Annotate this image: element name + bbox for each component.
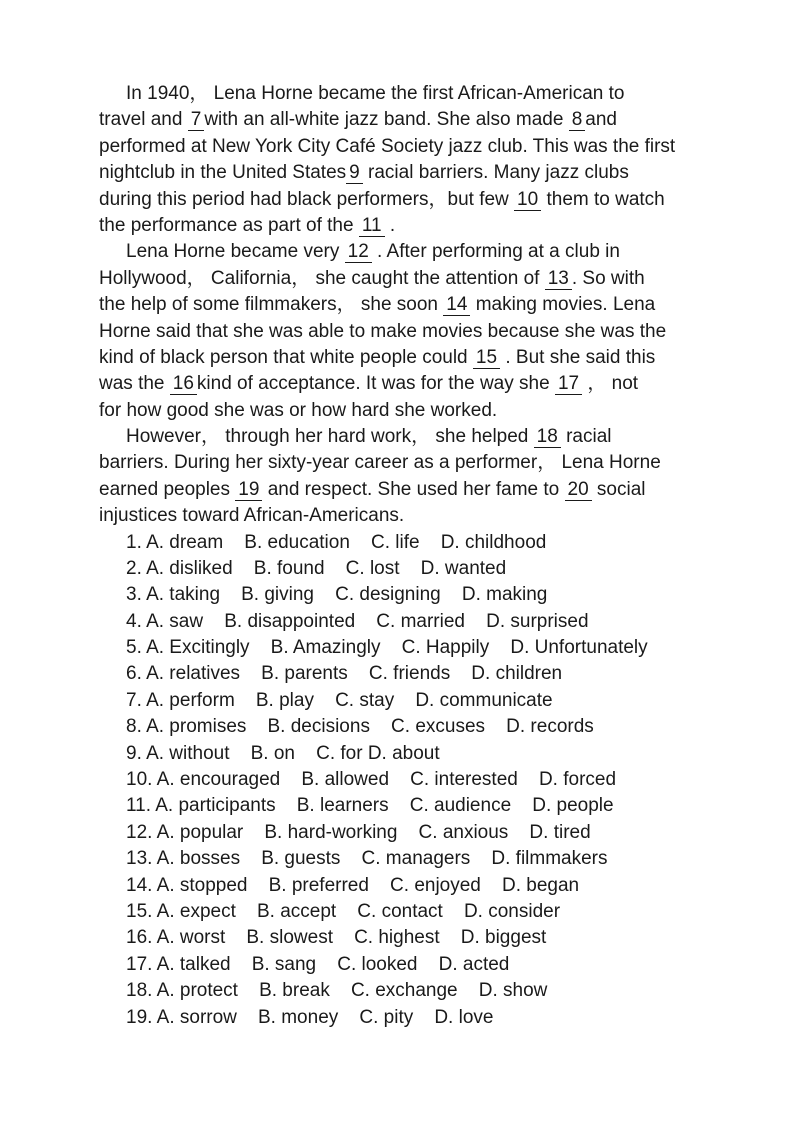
option-row: 5. A. Excitingly B. Amazingly C. Happily D. Unfortunately	[126, 637, 648, 659]
text: racial barriers. Many jazz clubs	[368, 162, 629, 184]
text: Hollywood， California， she caught the attention of	[99, 267, 540, 289]
option-row: 12. A. popular B. hard-working C. anxious D. tired	[126, 821, 591, 843]
text: injustices toward African-Americans.	[99, 505, 405, 527]
option-row: 8. A. promises B. decisions C. excuses D. records	[126, 716, 594, 738]
text: Lena Horne became very	[126, 241, 340, 263]
option-row: 14. A. stopped B. preferred C. enjoyed D. began	[126, 874, 580, 896]
p2-line-2	[99, 266, 709, 292]
blank-16: 16	[170, 374, 197, 395]
blank-14: 14	[443, 295, 470, 316]
blank-20: 20	[565, 480, 592, 501]
text: racial	[566, 426, 612, 448]
blank-13: 13	[545, 269, 572, 290]
text: the performance as part of the	[99, 214, 354, 236]
option-row: 7. A. perform B. play C. stay D. communicate	[126, 689, 553, 711]
text: barriers. During her sixty-year career as a performer， Lena Horne	[99, 452, 661, 474]
text: travel and	[99, 109, 183, 131]
option-row: 13. A. bosses B. guests C. managers D. filmmakers	[126, 848, 608, 870]
blank-11: 11	[359, 216, 385, 237]
text: nightclub in the United States	[99, 162, 347, 184]
text: them to watch	[546, 188, 665, 210]
text: during this period had black performers，but few	[99, 188, 509, 210]
text: for how good she was or how hard she worked.	[99, 399, 498, 421]
blank-12: 12	[345, 242, 372, 263]
text: ， not	[587, 373, 639, 395]
text: kind of black person that white people could	[99, 346, 468, 368]
text: . After performing at a club in	[377, 241, 620, 263]
text: kind of acceptance. It was for the way she	[196, 373, 550, 395]
blank-15: 15	[473, 348, 500, 369]
text: In 1940， Lena Horne became the first African-American to	[126, 83, 625, 104]
blank-10: 10	[514, 190, 541, 211]
text: earned peoples	[99, 478, 230, 500]
option-row: 9. A. without B. on C. for D. about	[126, 742, 440, 764]
text: with an all-white jazz band. She also made	[204, 109, 564, 131]
option-row: 18. A. protect B. break C. exchange D. show	[126, 980, 548, 1002]
p1-line-2	[99, 107, 709, 133]
text: performed at New York City Café Society jazz club. This was the first	[99, 135, 676, 157]
text: social	[596, 478, 646, 500]
p3-line-1	[99, 424, 709, 450]
option-row: 4. A. saw B. disappointed C. married D. surprised	[126, 610, 589, 632]
p1-line-6	[99, 213, 709, 239]
option-row: 2. A. disliked B. found C. lost D. wanted	[126, 557, 507, 579]
text: the help of some filmmakers， she soon	[99, 294, 438, 316]
p1-line-1	[99, 81, 709, 107]
option-row: 10. A. encouraged B. allowed C. interested D. forced	[126, 769, 617, 791]
p2-line-7	[99, 398, 709, 424]
p3-line-3	[99, 477, 709, 503]
text: However， through her hard work， she helped	[126, 426, 529, 448]
option-row: 16. A. worst B. slowest C. highest D. biggest	[126, 927, 547, 949]
option-row: 1. A. dream B. education C. life D. childhood	[126, 531, 547, 553]
text: and	[585, 109, 617, 131]
p2-line-3	[99, 292, 709, 318]
blank-9: 9	[346, 163, 363, 184]
option-row: 11. A. participants B. learners C. audience D. people	[126, 795, 614, 817]
option-row: 17. A. talked B. sang C. looked D. acted	[126, 953, 510, 975]
p3-line-2	[99, 450, 709, 476]
cloze-passage	[99, 81, 709, 530]
text: . So with	[571, 267, 645, 289]
blank-17: 17	[555, 374, 582, 395]
p1-line-3	[99, 134, 709, 160]
text: making movies. Lena	[475, 294, 656, 316]
p1-line-4	[99, 160, 709, 186]
p1-line-5	[99, 187, 709, 213]
p2-line-6	[99, 371, 709, 397]
answer-options	[126, 530, 648, 1031]
blank-8: 8	[569, 110, 586, 131]
blank-19: 19	[235, 480, 262, 501]
text: and respect. She used her fame to	[267, 478, 560, 500]
option-row: 15. A. expect B. accept C. contact D. consider	[126, 900, 561, 922]
p3-line-4	[99, 503, 709, 529]
p2-line-1	[99, 239, 709, 265]
p2-line-5	[99, 345, 709, 371]
blank-7: 7	[188, 110, 205, 131]
text: was the	[99, 373, 165, 395]
option-row: 6. A. relatives B. parents C. friends D. children	[126, 663, 563, 685]
option-row: 19. A. sorrow B. money C. pity D. love	[126, 1006, 494, 1028]
text: . But she said this	[505, 346, 656, 368]
text: Horne said that she was able to make movies because she was the	[99, 320, 667, 342]
p2-line-4	[99, 319, 709, 345]
text: .	[389, 214, 396, 236]
option-row: 3. A. taking B. giving C. designing D. making	[126, 584, 548, 606]
blank-18: 18	[534, 427, 561, 448]
